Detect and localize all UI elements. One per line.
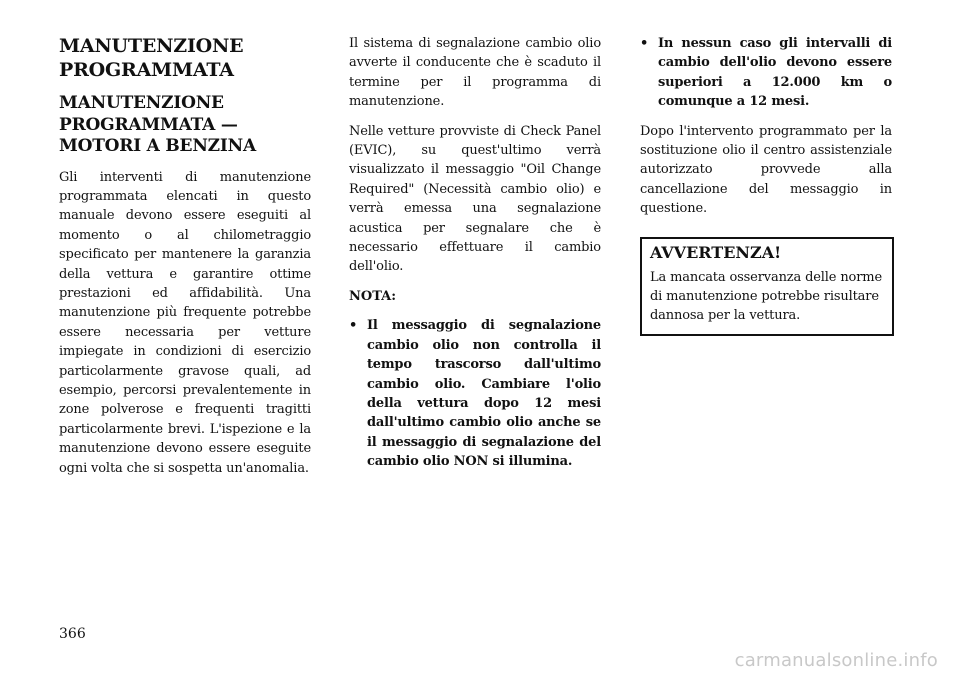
section-title: MANUTENZIONE PROGRAMMATA <box>59 35 244 81</box>
watermark: carmanualsonline.info <box>734 650 938 671</box>
interval-bullet-text: In nessun caso gli intervalli di cambio dell'olio devono essere superiori a 12.000 km o comunque a 12 mesi. <box>658 36 892 110</box>
warning-text: La mancata osservanza delle norme di manutenzione potrebbe risultare dannosa per la vettura. <box>650 269 883 324</box>
column-middle <box>349 34 601 482</box>
intro-paragraph: Gli interventi di manutenzione programmata elencati in questo manuale devono essere eseguiti al momento o al chilometraggio specificato per mantenere la garanzia della vettura e garantire ottime prestazioni ed affidabilità. Una manutenzione più frequente potrebbe essere necessaria per vetture impiegate in condizioni di esercizio particolarmente gravose quali, ad esempio, percorsi prevalentemente in zone polverose e frequenti tragitti particolarmente brevi. L'ispezione e la manutenzione devono essere eseguite ogni volta che si sospetta un'anomalia. <box>59 169 311 476</box>
note-bullet-text: Il messaggio di segnalazione cambio olio non controlla il tempo trascorso dall'ultimo cambio olio. Cambiare l'olio della vettura dopo 12 mesi dall'ultimo cambio olio anche se il messaggio di segnalazione del cambio olio NON si illumina. <box>367 318 601 470</box>
column-left <box>59 34 311 488</box>
oil-change-paragraph: Il sistema di segnalazione cambio olio avverte il conducente che è scaduto il termine per il programma di manutenzione. <box>349 36 601 110</box>
reset-paragraph: Dopo l'intervento programmato per la sostituzione olio il centro assistenziale autorizzato provvede alla cancellazione del messaggio in questione. <box>640 123 892 217</box>
subsection-title <box>59 93 311 158</box>
note-bullet-item <box>349 316 601 471</box>
bullet-icon: • <box>640 36 649 51</box>
subsection-title-line-1: MANUTENZIONE <box>59 93 224 113</box>
note-label: NOTA: <box>349 288 397 304</box>
page-number: 366 <box>59 626 86 642</box>
evic-paragraph: Nelle vetture provviste di Check Panel (EVIC), su quest'ultimo verrà visualizzato il messaggio "Oil Change Required" (Necessità cambio olio) e verrà emessa una segnalazione acustica per segnalare che è necessario effettuare il cambio dell'olio. <box>349 123 601 275</box>
warning-box <box>640 237 894 336</box>
subsection-title-line-3: MOTORI A BENZINA <box>59 136 256 156</box>
interval-bullet-item <box>640 34 892 112</box>
subsection-title-line-2: PROGRAMMATA — <box>59 114 238 135</box>
bullet-icon: • <box>349 318 358 334</box>
column-right <box>640 34 892 336</box>
warning-title: AVVERTENZA! <box>650 242 782 262</box>
